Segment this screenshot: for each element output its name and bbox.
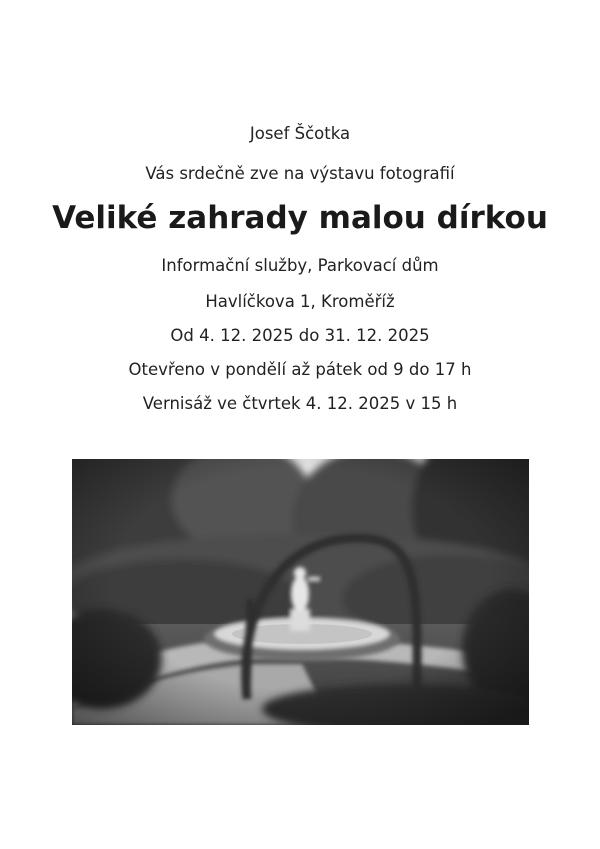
venue: Informační služby, Parkovací dům [161,256,439,275]
garden-photo [72,459,529,725]
invitation-line: Vás srdečně zve na výstavu fotografií [145,164,455,183]
exhibition-title: Veliké zahrady malou dírkou [52,200,548,236]
opening-hours: Otevřeno v pondělí až pátek od 9 do 17 h [128,360,472,379]
garden-photo-image [72,459,529,725]
exhibition-dates: Od 4. 12. 2025 do 31. 12. 2025 [170,326,430,345]
vernissage: Vernisáž ve čtvrtek 4. 12. 2025 v 15 h [142,394,458,413]
address: Havlíčkova 1, Kroměříž [205,292,395,311]
author-name: Josef Ščotka [249,124,351,143]
